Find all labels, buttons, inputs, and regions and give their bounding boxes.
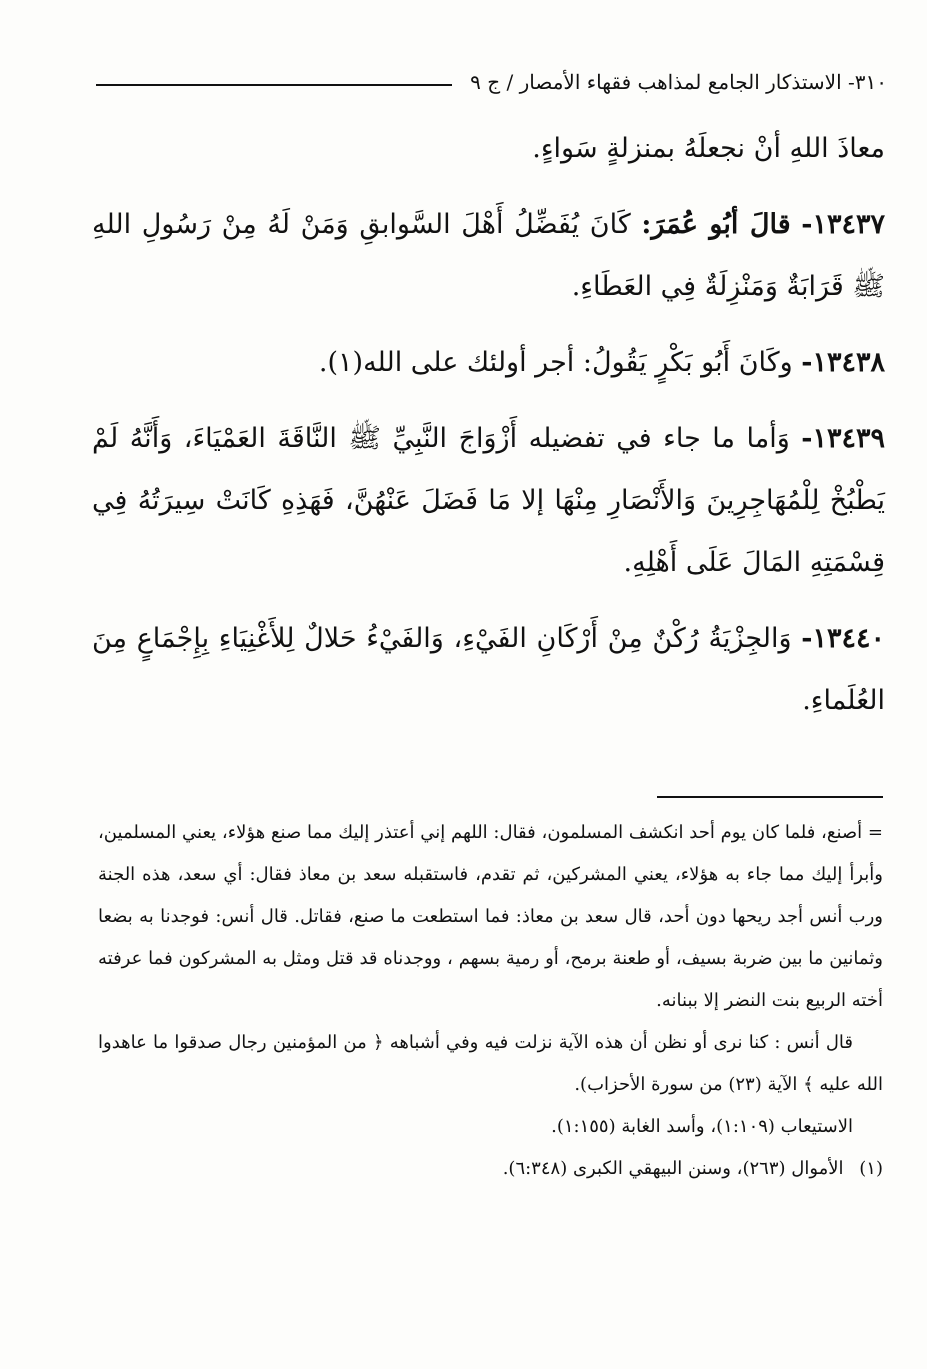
paragraph-number: ١٣٤٣٩- xyxy=(801,423,885,454)
main-text xyxy=(92,118,885,746)
paragraph-13438 xyxy=(92,332,885,394)
footnote-text: الأموال (٢٦٣)، وسنن البيهقي الكبرى (٦:٣٤٨). xyxy=(502,1158,844,1179)
paragraph-number: ١٣٤٣٧- xyxy=(801,209,885,240)
paragraph-number: ١٣٤٤٠- xyxy=(801,623,885,654)
running-title: ٣١٠- الاستذكار الجامع لمذاهب فقهاء الأمصار / ج ٩ xyxy=(470,70,887,94)
footnote-anas: قال أنس : كنا نرى أو نظن أن هذه الآية نزلت فيه وفي أشباهه ﴿ من المؤمنين رجال صدقوا ما عاهدوا الله عليه ﴾ الآية (٢٣) من سورة الأحزاب). xyxy=(98,1032,883,1095)
paragraph-number: ١٣٤٣٨- xyxy=(801,347,885,378)
paragraph-13440 xyxy=(92,608,885,732)
header-rule xyxy=(96,84,452,86)
page-header xyxy=(96,62,887,102)
footnote-separator xyxy=(657,796,883,798)
paragraph-text: وكَانَ أَبُو بَكْرٍ يَقُولُ: أجر أولئك على الله(١). xyxy=(318,347,793,378)
paragraph-13439 xyxy=(92,408,885,594)
footnote-number: (١) xyxy=(859,1158,883,1179)
paragraph-text: وَالجِزْيَةُ رُكْنٌ مِنْ أَرْكَانِ الفَيْءِ، وَالفَيْءُ حَلالٌ لِلأَغْنِيَاءِ بِإِجْمَاعٍ مِنَ العُلَماءِ. xyxy=(92,623,885,716)
footnote-references: الاستيعاب (١:١٠٩)، وأسد الغابة (١:١٥٥). xyxy=(551,1116,853,1137)
paragraph-13437 xyxy=(92,194,885,318)
paragraph-text: معاذَ اللهِ أنْ نجعلَهُ بمنزلةٍ سَواءٍ. xyxy=(532,133,885,164)
paragraph-text: كَانَ يُفَضِّلُ أَهْلَ السَّوابقِ وَمَنْ لَهُ مِنْ رَسُولِ اللهِ ﷺ قَرَابَةٌ وَمَنْزِلَةٌ فِي العَطَاءِ. xyxy=(92,209,885,302)
footnotes xyxy=(98,812,883,1190)
paragraph-text: وَأما ما جاء في تفضيله أَزْوَاجَ النَّبِيِّ ﷺ النَّاقَةَ العَمْيَاءَ، وَأَنَّهُ لَمْ يَطْبُخْ لِلْمُهَاجِرِينَ وَالأَنْصَارِ مِنْهَا إلا مَا فَضَلَ عَنْهُنَّ، فَهَذِهِ كَانَتْ سِيرَتُهُ فِي قِسْمَتِهِ المَالَ عَلَى أَهْلِهِ. xyxy=(92,423,885,578)
footnote-1 xyxy=(98,1148,883,1190)
footnote-continuation: = أصنع، فلما كان يوم أحد انكشف المسلمون، فقال: اللهم إني أعتذر إليك مما صنع هؤلاء، يعني المسلمين، وأبرأ إليك مما جاء به هؤلاء، يعني المشركين، ثم تقدم، فاستقبله سعد بن معاذ فقال: أي سعد، هذه الجنة ورب أنس أجد ريحها دون أحد، قال سعد بن معاذ: فما استطعت ما صنع، فقاتل. قال أنس: فوجدنا به بضعا وثمانين ما بين ضربة بسيف، أو طعنة برمح، أو رمية بسهم ، ووجدناه قد قتل ومثل به المشركون فما عرفته أخته الربيع بنت النضر إلا ببنانه. xyxy=(98,822,883,1011)
paragraph-continuation xyxy=(92,118,885,180)
speaker-lead: قالَ أبُو عُمَرَ: xyxy=(641,209,791,240)
